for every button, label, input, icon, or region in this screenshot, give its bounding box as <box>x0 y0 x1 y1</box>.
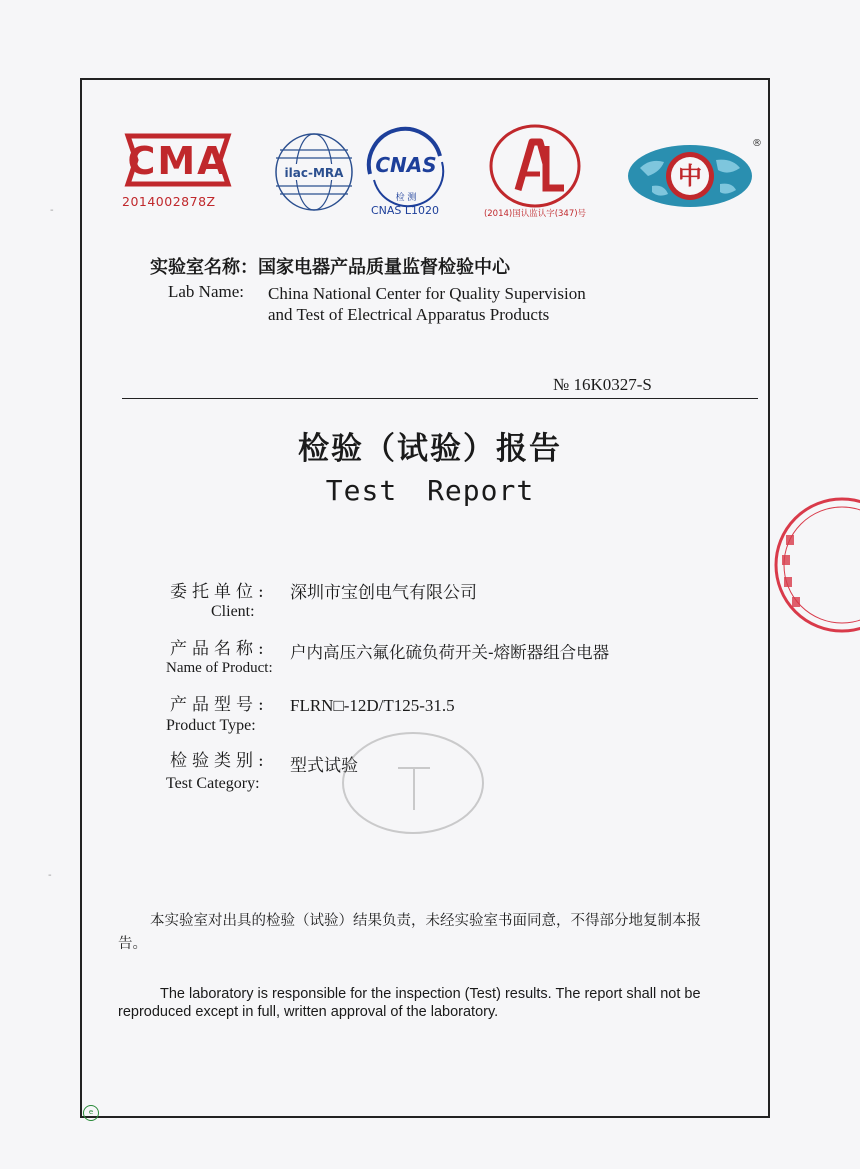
faint-seal-stamp <box>338 728 488 838</box>
ilac-mra-logo <box>272 128 372 218</box>
lab-name-en: China National Center for Quality Supervision and Test of Electrical Apparatus Products <box>268 284 586 324</box>
product-type-label-cn: 产品型号: <box>170 695 269 715</box>
client-value: 深圳市宝创电气有限公司 <box>290 583 477 603</box>
product-name-value: 户内高压六氟化硫负荷开关-熔断器组合电器 <box>290 643 610 662</box>
cnas-sub-text: 检 测 <box>395 193 417 203</box>
report-number: № 16K0327-S <box>553 375 652 394</box>
cal-certificate-caption: (2014)国认监认字(347)号 <box>483 209 587 219</box>
report-title-en: Test Report <box>325 474 535 507</box>
cma-certificate-number: 2014002878Z <box>122 194 216 209</box>
product-type-label-en: Product Type: <box>166 717 256 734</box>
cnas-logo-text: CNAS <box>375 153 437 177</box>
disclaimer-en: The laboratory is responsible for the inspection (Test) results. The report shall not be reproduced except in full, written approval of the laboratory. <box>118 986 701 1020</box>
header-divider <box>122 398 758 399</box>
report-title-cn: 检验（试验）报告 <box>298 431 562 467</box>
eco-mark-icon: e <box>83 1105 99 1121</box>
globe-certification-logo <box>624 136 760 210</box>
registered-mark: ® <box>752 138 762 149</box>
lab-name-cn: 实验室名称：国家电器产品质量监督检验中心 <box>150 257 510 278</box>
client-label-cn: 委托单位: <box>170 582 269 602</box>
red-seal-stamp <box>772 495 832 635</box>
cnas-logo <box>360 130 450 204</box>
test-category-label-en: Test Category: <box>166 775 260 792</box>
svg-text:中: 中 <box>678 161 702 190</box>
test-category-value: 型式试验 <box>290 756 358 776</box>
product-name-label-en: Name of Product: <box>166 660 273 676</box>
cnas-code: CNAS L1020 <box>370 204 440 217</box>
cma-logo-text: CMA <box>127 139 229 183</box>
product-type-value: FLRN□-12D/T125-31.5 <box>290 696 455 715</box>
cal-logo <box>488 124 582 208</box>
client-label-en: Client: <box>211 603 255 620</box>
margin-mark-bottom: - <box>48 870 52 881</box>
ilac-mra-text: ilac-MRA <box>284 166 344 180</box>
margin-mark-top: - <box>50 205 54 216</box>
lab-name-en-label: Lab Name: <box>168 282 244 301</box>
cma-logo <box>118 128 238 192</box>
product-name-label-cn: 产品名称: <box>170 639 269 659</box>
test-category-label-cn: 检验类别: <box>170 751 269 771</box>
disclaimer-cn: 本实验室对出具的检验（试验）结果负责，未经实验室书面同意，不得部分地复制本报告。 <box>118 913 701 952</box>
